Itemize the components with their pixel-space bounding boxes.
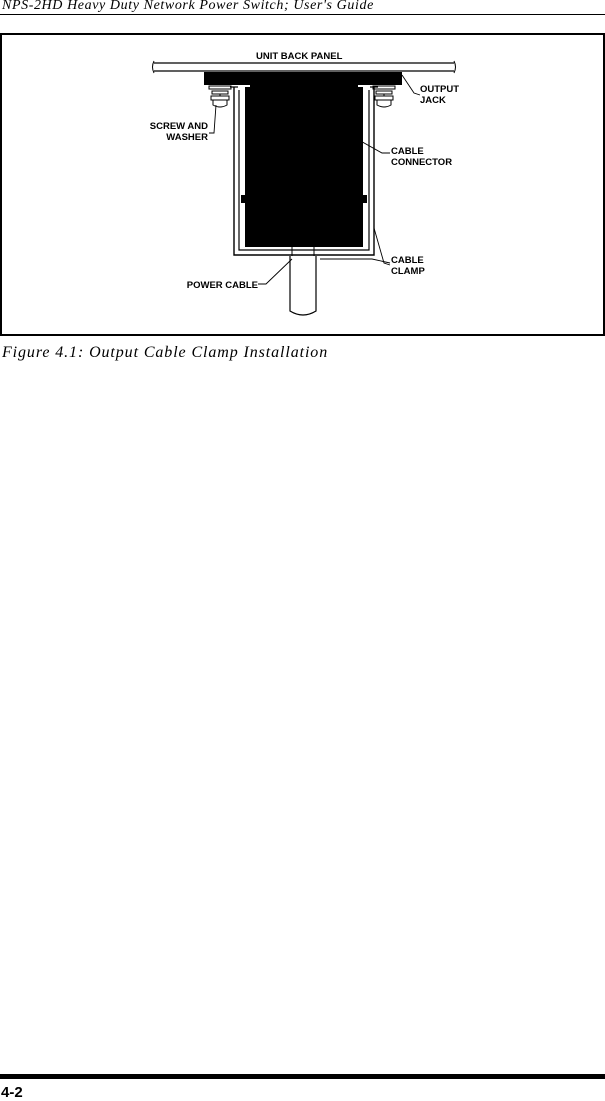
figure-caption: Figure 4.1: Output Cable Clamp Installation [2,344,329,361]
cable-connector [241,83,367,247]
label-screw-line1: SCREW AND [149,121,208,132]
label-unit-back-panel: UNIT BACK PANEL [256,51,343,62]
page-number: 4-2 [1,1084,23,1101]
power-cable [290,247,316,315]
cable-clamp-diagram [2,35,603,334]
label-screw-line2: WASHER [166,132,208,143]
page-header [0,0,605,15]
screw-and-washer-left [209,86,231,107]
label-connector-line2: CONNECTOR [391,157,453,168]
unit-back-panel [153,61,456,73]
label-output-jack-line2: JACK [420,95,446,106]
header-title: NPS-2HD Heavy Duty Network Power Switch; User's Guide [2,0,374,13]
label-clamp-line1: CABLE [391,255,424,266]
label-power-cable: POWER CABLE [186,280,258,291]
screw-and-washer-right [373,86,395,107]
footer-rule [0,1074,605,1079]
label-connector-line1: CABLE [391,146,424,157]
label-clamp-line2: CLAMP [391,266,425,277]
label-output-jack-line1: OUTPUT [420,84,460,95]
figure-frame [0,33,605,336]
